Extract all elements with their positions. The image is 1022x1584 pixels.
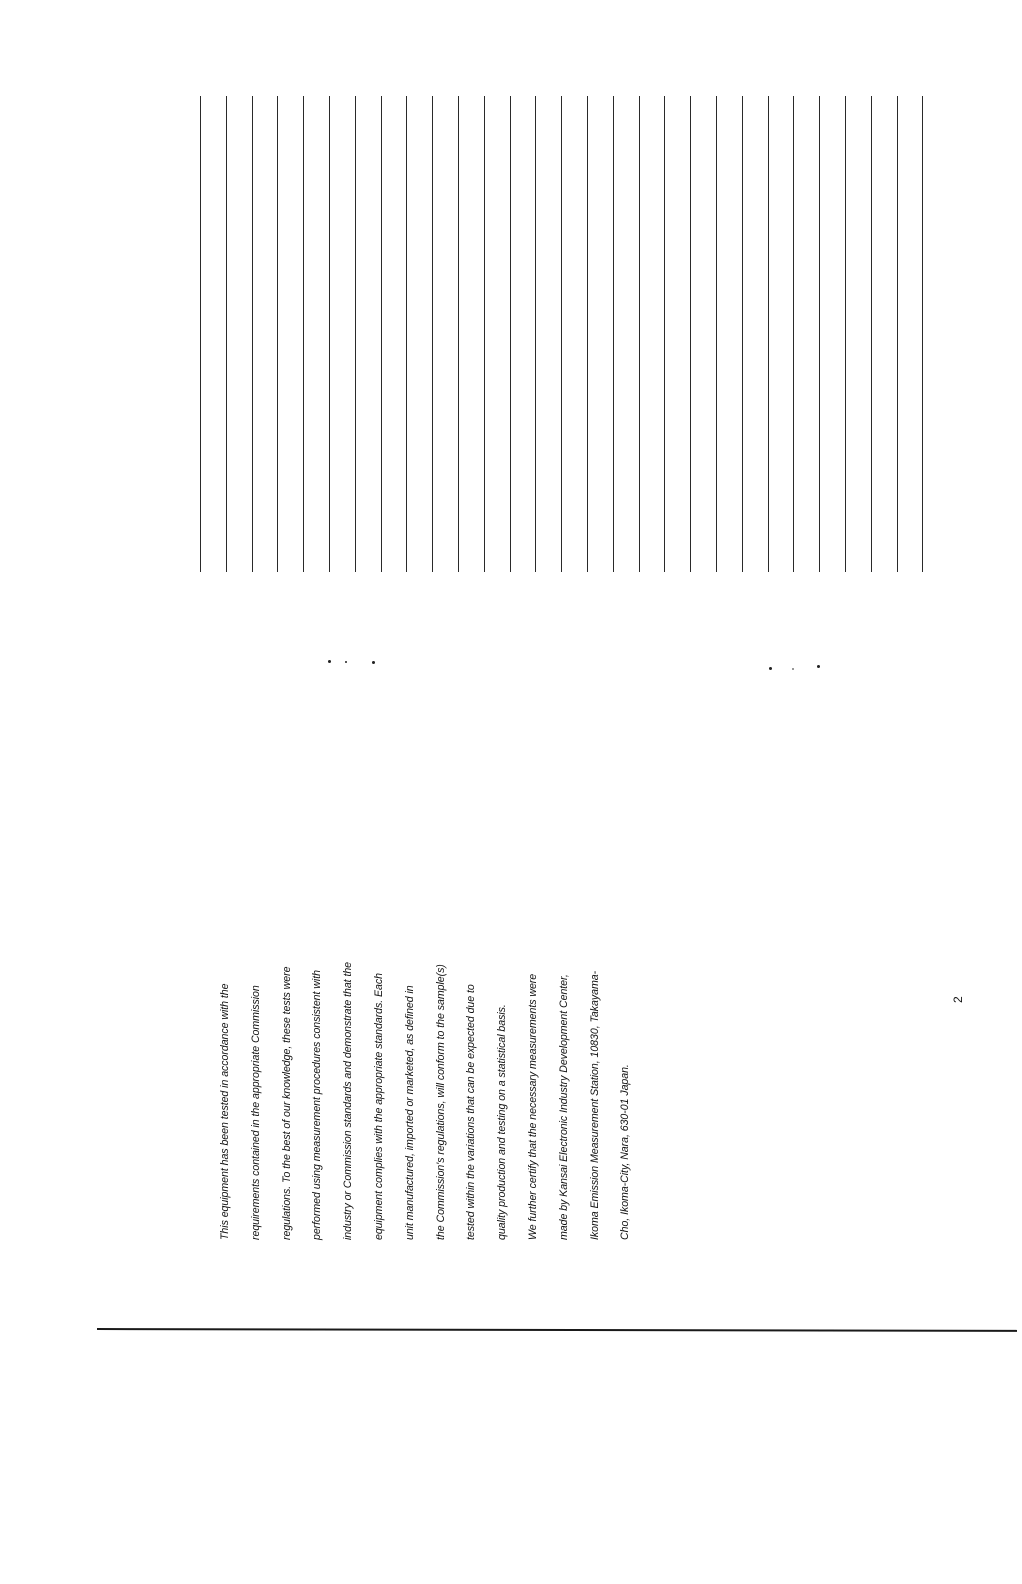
ruled-line — [613, 96, 614, 572]
ruled-line — [226, 96, 227, 572]
ruled-line — [406, 96, 407, 572]
ruled-line — [277, 96, 278, 572]
scan-speck — [817, 665, 820, 668]
scan-speck — [769, 667, 772, 670]
scan-speck — [372, 661, 375, 664]
paragraph-line: regulations. To the best of our knowledge, these tests were — [280, 966, 293, 1240]
ruled-line — [897, 96, 898, 572]
ruled-line — [355, 96, 356, 572]
ruled-line — [432, 96, 433, 572]
ruled-line — [742, 96, 743, 572]
paragraph-line: We further certify that the necessary measurements were — [526, 973, 539, 1240]
ruled-line — [793, 96, 794, 572]
ruled-line — [535, 96, 536, 572]
certification-paragraph — [210, 950, 641, 1240]
ruled-lines — [200, 96, 922, 572]
ruled-line — [303, 96, 304, 572]
paragraph-line: equipment complies with the appropriate standards. Each — [372, 973, 385, 1240]
paragraph-line: Ikoma Emission Measurement Station, 10830, Takayama- — [588, 970, 601, 1240]
scan-speck — [328, 660, 331, 663]
ruled-line — [922, 96, 923, 572]
paragraph-line: the Commission's regulations, will conform to the sample(s) — [434, 964, 447, 1240]
scan-speck — [792, 668, 794, 670]
scan-speck — [345, 661, 347, 663]
paragraph-line: made by Kansai Electronic Industry Development Center, — [557, 974, 570, 1240]
paragraph-line: unit manufactured, imported or marketed, as defined in — [403, 985, 416, 1240]
ruled-line — [690, 96, 691, 572]
ruled-line — [252, 96, 253, 572]
horizontal-rule — [97, 1328, 1017, 1332]
ruled-line — [664, 96, 665, 572]
ruled-line — [458, 96, 459, 572]
ruled-line — [871, 96, 872, 572]
ruled-line — [819, 96, 820, 572]
ruled-line — [381, 96, 382, 572]
ruled-line — [510, 96, 511, 572]
ruled-line — [845, 96, 846, 572]
ruled-line — [768, 96, 769, 572]
paragraph-line: tested within the variations that can be expected due to — [465, 984, 478, 1240]
page-number: 2 — [951, 996, 965, 1003]
paragraph-line: requirements contained in the appropriate Commission — [249, 985, 262, 1240]
paragraph-line: This equipment has been tested in accordance with the — [219, 983, 231, 1240]
paragraph-line: quality production and testing on a statistical basis. — [496, 1004, 509, 1240]
ruled-line — [716, 96, 717, 572]
paragraph-line: Cho, Ikoma-City, Nara, 630-01 Japan. — [619, 1064, 632, 1240]
ruled-line — [329, 96, 330, 572]
paragraph-line: performed using measurement procedures consistent with — [311, 970, 324, 1240]
ruled-line — [561, 96, 562, 572]
ruled-line — [639, 96, 640, 572]
ruled-line — [587, 96, 588, 572]
ruled-line — [200, 96, 201, 572]
ruled-line — [484, 96, 485, 572]
paragraph-line: industry or Commission standards and demonstrate that the — [342, 961, 355, 1240]
